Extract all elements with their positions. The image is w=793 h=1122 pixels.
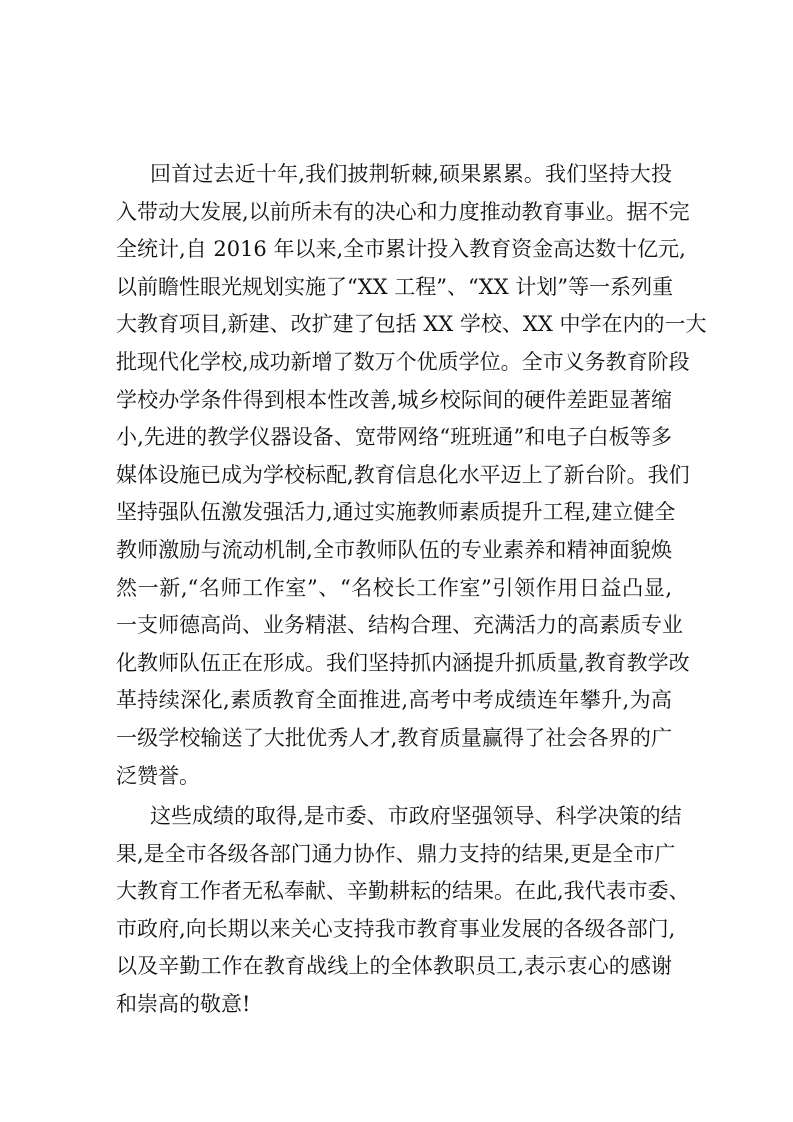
text-line: 化教师队伍正在形成。我们坚持抓内涵提升抓质量,教育教学改 — [116, 650, 690, 675]
text-line: 革持续深化,素质教育全面推进,高考中考成绩连年攀升,为高 — [116, 688, 672, 713]
text-line: 入带动大发展,以前所未有的决心和力度推动教育事业。据不完 — [116, 199, 690, 224]
text-line: 这些成绩的取得,是市委、市政府坚强领导、科学决策的结 — [150, 804, 682, 829]
text-line: 大教育项目,新建、改扩建了包括 XX 学校、XX 中学在内的一大 — [116, 312, 707, 337]
text-line: 教师激励与流动机制,全市教师队伍的专业素养和精神面貌焕 — [116, 537, 672, 562]
paragraph-acknowledgements — [116, 798, 690, 1024]
text-line: 一级学校输送了大批优秀人才,教育质量赢得了社会各界的广 — [116, 725, 672, 750]
text-line: 果,是全市各级各部门通力协作、鼎力支持的结果,更是全市广 — [116, 841, 676, 866]
paragraph-achievements — [116, 156, 707, 795]
text-line: 小,先进的教学仪器设备、宽带网络“班班通”和电子白板等多 — [116, 425, 672, 450]
document-page — [116, 156, 707, 1024]
text-line: 以前瞻性眼光规划实施了“XX 工程”、“XX 计划”等一系列重 — [116, 274, 674, 299]
text-line: 回首过去近十年,我们披荆斩棘,硕果累累。我们坚持大投 — [150, 162, 672, 186]
text-line: 泛赞誉。 — [116, 763, 200, 788]
text-line: 以及辛勤工作在教育战线上的全体教职员工,表示衷心的感谢 — [116, 954, 672, 979]
text-line: 然一新,“名师工作室”、“名校长工作室”引领作用日益凸显, — [116, 575, 672, 600]
text-line: 媒体设施已成为学校标配,教育信息化水平迈上了新台阶。我们 — [116, 462, 690, 487]
text-line: 和崇高的敬意! — [116, 992, 251, 1017]
text-line: 一支师德高尚、业务精湛、结构合理、充满活力的高素质专业 — [116, 613, 683, 638]
text-line: 大教育工作者无私奉献、辛勤耕耘的结果。在此,我代表市委、 — [116, 879, 690, 904]
text-line: 坚持强队伍激发强活力,通过实施教师素质提升工程,建立健全 — [116, 500, 676, 525]
text-line: 批现代化学校,成功新增了数万个优质学位。全市义务教育阶段 — [116, 349, 690, 374]
text-line: 市政府,向长期以来关心支持我市教育事业发展的各级各部门, — [116, 916, 676, 941]
text-line: 全统计,自 2016 年以来,全市累计投入教育资金高达数十亿元, — [116, 237, 686, 262]
text-line: 学校办学条件得到根本性改善,城乡校际间的硬件差距显著缩 — [116, 387, 672, 412]
